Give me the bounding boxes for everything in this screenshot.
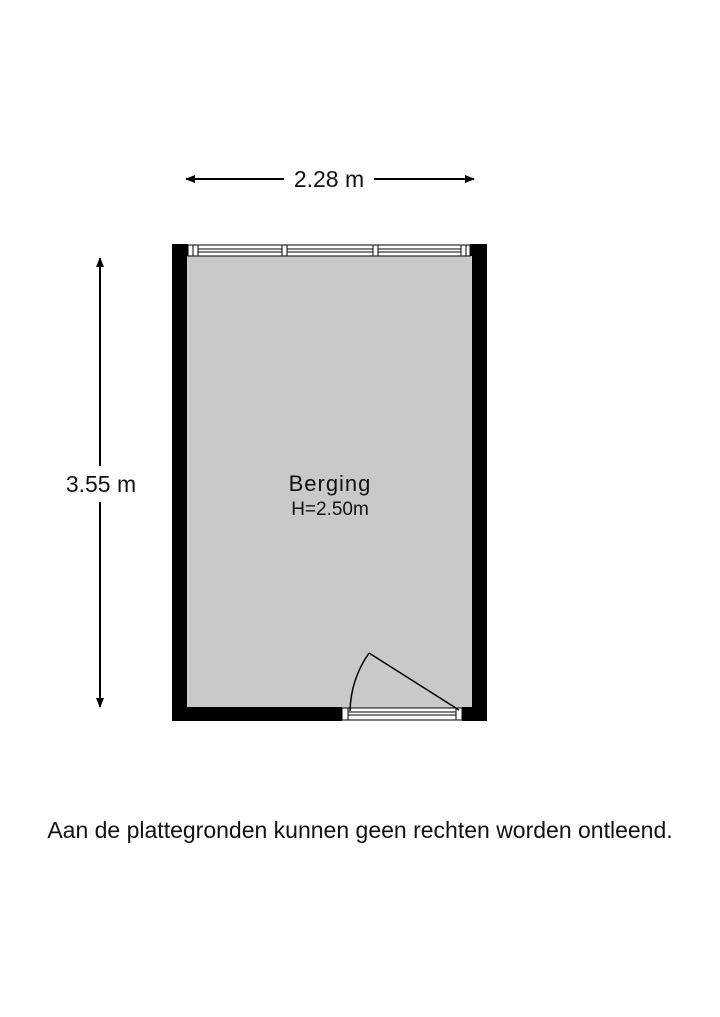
height-dimension-label: 3.55 m bbox=[65, 471, 137, 497]
window-frame bbox=[188, 245, 470, 256]
width-dimension bbox=[186, 166, 474, 192]
wall-bottom-left bbox=[172, 707, 342, 721]
door-threshold bbox=[342, 708, 462, 720]
room-name: Berging bbox=[288, 471, 372, 496]
width-dimension-label: 2.28 m bbox=[293, 166, 365, 192]
wall-top-left-post bbox=[172, 244, 188, 256]
disclaimer-text: Aan de plattegronden kunnen geen rechten worden ontleend. bbox=[47, 817, 673, 843]
wall-left bbox=[172, 244, 187, 721]
window-mullion bbox=[282, 245, 287, 256]
window-mullion bbox=[193, 245, 198, 256]
window-top bbox=[188, 245, 470, 256]
wall-bottom-right bbox=[462, 707, 487, 721]
window-mullion bbox=[461, 245, 466, 256]
wall-top-right-post bbox=[470, 244, 487, 256]
wall-right bbox=[472, 244, 487, 721]
height-dimension bbox=[66, 258, 136, 707]
window-mullion bbox=[373, 245, 378, 256]
door-jamb-left bbox=[342, 708, 348, 720]
room-height: H=2.50m bbox=[291, 499, 369, 520]
